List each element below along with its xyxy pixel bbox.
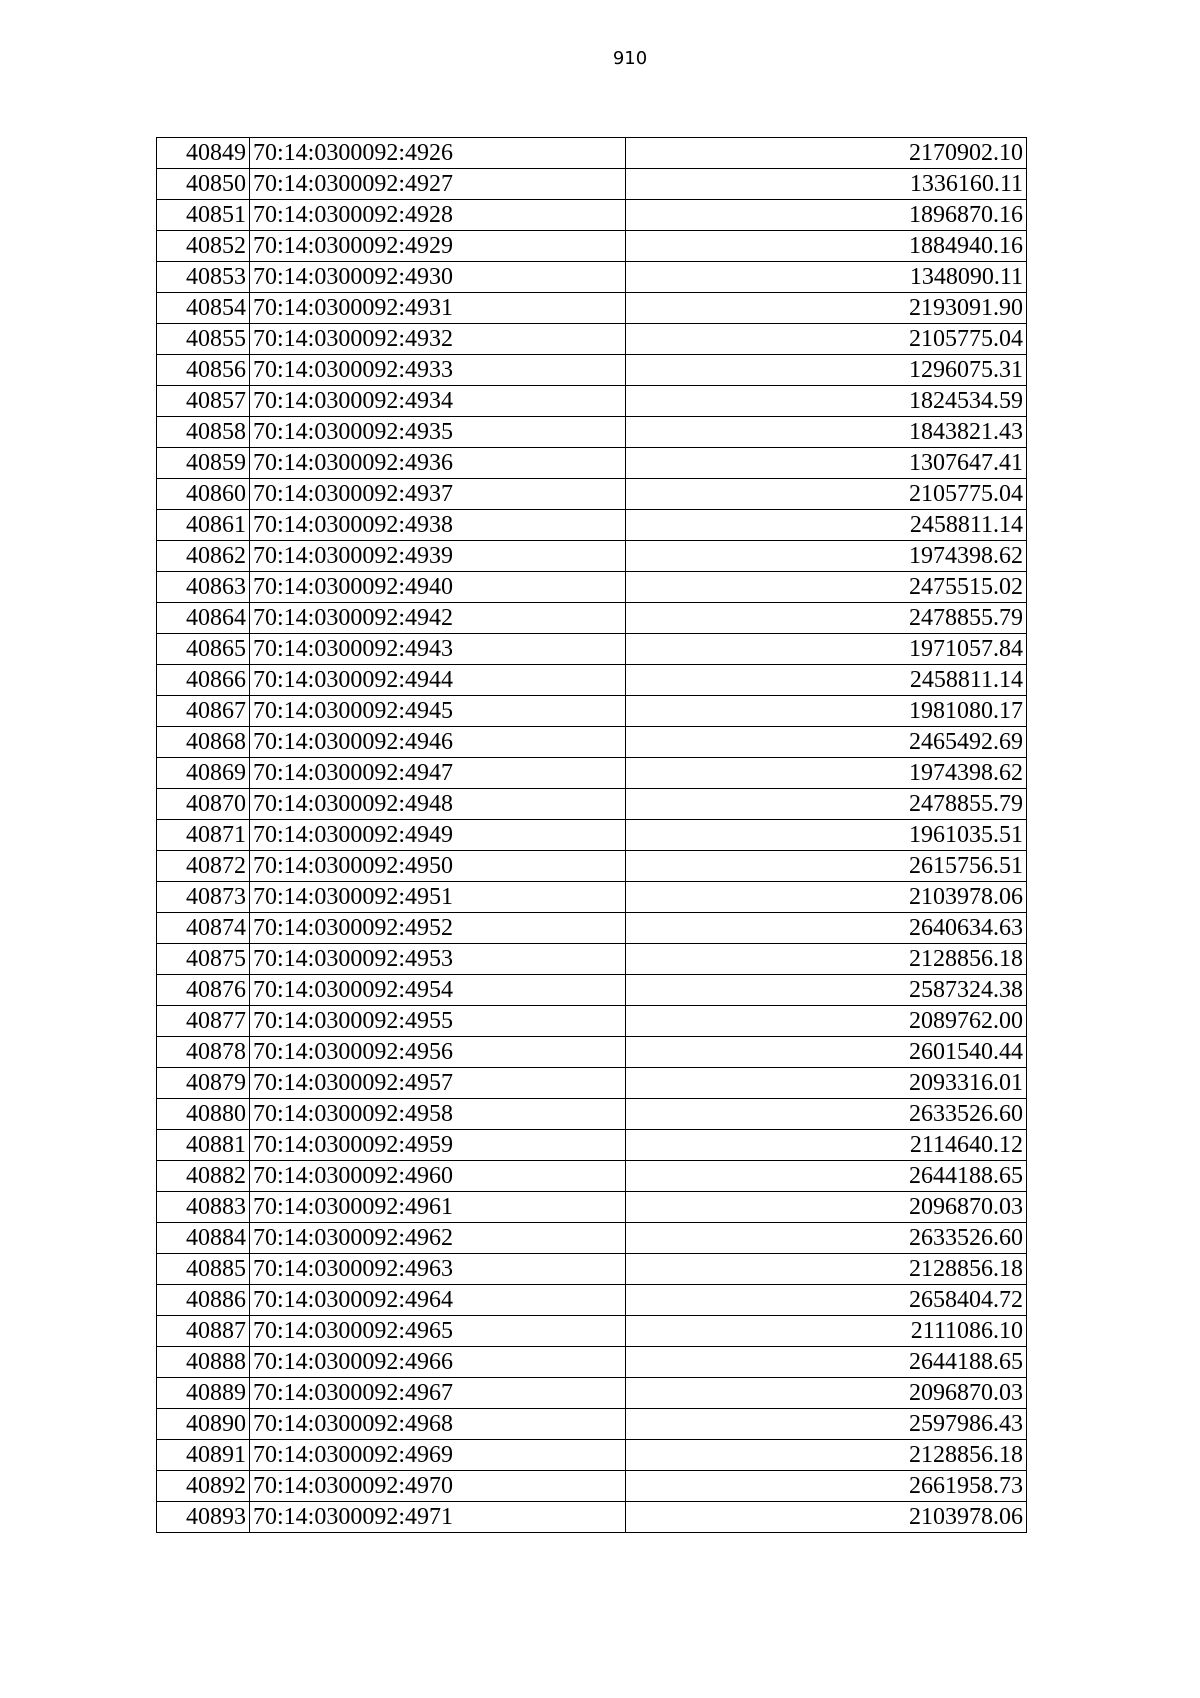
value-cell: 2644188.65 bbox=[626, 1161, 1027, 1192]
cadastral-number-cell: 70:14:0300092:4965 bbox=[250, 1316, 626, 1347]
row-number-cell: 40869 bbox=[157, 758, 250, 789]
value-cell: 1974398.62 bbox=[626, 758, 1027, 789]
table-row bbox=[157, 1192, 1027, 1223]
value-cell: 1843821.43 bbox=[626, 417, 1027, 448]
row-number-cell: 40871 bbox=[157, 820, 250, 851]
cadastral-number-cell: 70:14:0300092:4966 bbox=[250, 1347, 626, 1378]
cadastral-number-cell: 70:14:0300092:4968 bbox=[250, 1409, 626, 1440]
cadastral-number-cell: 70:14:0300092:4928 bbox=[250, 200, 626, 231]
table-row bbox=[157, 1471, 1027, 1502]
value-cell: 2170902.10 bbox=[626, 138, 1027, 169]
table-row bbox=[157, 262, 1027, 293]
cadastral-number-cell: 70:14:0300092:4950 bbox=[250, 851, 626, 882]
cadastral-number-cell: 70:14:0300092:4951 bbox=[250, 882, 626, 913]
table-row bbox=[157, 293, 1027, 324]
value-cell: 2478855.79 bbox=[626, 603, 1027, 634]
cadastral-number-cell: 70:14:0300092:4952 bbox=[250, 913, 626, 944]
cadastral-number-cell: 70:14:0300092:4929 bbox=[250, 231, 626, 262]
value-cell: 1307647.41 bbox=[626, 448, 1027, 479]
table-row bbox=[157, 944, 1027, 975]
value-cell: 2128856.18 bbox=[626, 1254, 1027, 1285]
value-cell: 1884940.16 bbox=[626, 231, 1027, 262]
row-number-cell: 40887 bbox=[157, 1316, 250, 1347]
table-row bbox=[157, 1378, 1027, 1409]
cadastral-number-cell: 70:14:0300092:4940 bbox=[250, 572, 626, 603]
table-row bbox=[157, 851, 1027, 882]
cadastral-number-cell: 70:14:0300092:4962 bbox=[250, 1223, 626, 1254]
table-row bbox=[157, 1254, 1027, 1285]
cadastral-number-cell: 70:14:0300092:4945 bbox=[250, 696, 626, 727]
cadastral-number-cell: 70:14:0300092:4933 bbox=[250, 355, 626, 386]
table-row bbox=[157, 1223, 1027, 1254]
value-cell: 2128856.18 bbox=[626, 1440, 1027, 1471]
value-cell: 2661958.73 bbox=[626, 1471, 1027, 1502]
value-cell: 2640634.63 bbox=[626, 913, 1027, 944]
table-row bbox=[157, 231, 1027, 262]
row-number-cell: 40889 bbox=[157, 1378, 250, 1409]
value-cell: 1961035.51 bbox=[626, 820, 1027, 851]
cadastral-number-cell: 70:14:0300092:4936 bbox=[250, 448, 626, 479]
table-row bbox=[157, 634, 1027, 665]
table-row bbox=[157, 479, 1027, 510]
cadastral-number-cell: 70:14:0300092:4944 bbox=[250, 665, 626, 696]
row-number-cell: 40857 bbox=[157, 386, 250, 417]
table-row bbox=[157, 1316, 1027, 1347]
value-cell: 2096870.03 bbox=[626, 1192, 1027, 1223]
cadastral-number-cell: 70:14:0300092:4957 bbox=[250, 1068, 626, 1099]
table-row bbox=[157, 1409, 1027, 1440]
row-number-cell: 40865 bbox=[157, 634, 250, 665]
row-number-cell: 40859 bbox=[157, 448, 250, 479]
value-cell: 2103978.06 bbox=[626, 1502, 1027, 1533]
table-row bbox=[157, 1130, 1027, 1161]
cadastral-number-cell: 70:14:0300092:4948 bbox=[250, 789, 626, 820]
table-row bbox=[157, 913, 1027, 944]
table-row bbox=[157, 1440, 1027, 1471]
row-number-cell: 40882 bbox=[157, 1161, 250, 1192]
row-number-cell: 40880 bbox=[157, 1099, 250, 1130]
table-row bbox=[157, 169, 1027, 200]
cadastral-number-cell: 70:14:0300092:4930 bbox=[250, 262, 626, 293]
cadastral-number-cell: 70:14:0300092:4949 bbox=[250, 820, 626, 851]
cadastral-number-cell: 70:14:0300092:4934 bbox=[250, 386, 626, 417]
table-row bbox=[157, 1099, 1027, 1130]
row-number-cell: 40892 bbox=[157, 1471, 250, 1502]
row-number-cell: 40854 bbox=[157, 293, 250, 324]
table-row bbox=[157, 665, 1027, 696]
value-cell: 2458811.14 bbox=[626, 510, 1027, 541]
row-number-cell: 40867 bbox=[157, 696, 250, 727]
table-row bbox=[157, 603, 1027, 634]
cadastral-number-cell: 70:14:0300092:4970 bbox=[250, 1471, 626, 1502]
value-cell: 2465492.69 bbox=[626, 727, 1027, 758]
row-number-cell: 40881 bbox=[157, 1130, 250, 1161]
row-number-cell: 40868 bbox=[157, 727, 250, 758]
cadastral-number-cell: 70:14:0300092:4937 bbox=[250, 479, 626, 510]
row-number-cell: 40849 bbox=[157, 138, 250, 169]
table-row bbox=[157, 1285, 1027, 1316]
table-row bbox=[157, 1037, 1027, 1068]
cadastral-number-cell: 70:14:0300092:4927 bbox=[250, 169, 626, 200]
row-number-cell: 40850 bbox=[157, 169, 250, 200]
cadastral-number-cell: 70:14:0300092:4959 bbox=[250, 1130, 626, 1161]
value-cell: 1296075.31 bbox=[626, 355, 1027, 386]
value-cell: 2478855.79 bbox=[626, 789, 1027, 820]
cadastral-number-cell: 70:14:0300092:4961 bbox=[250, 1192, 626, 1223]
table-row bbox=[157, 882, 1027, 913]
row-number-cell: 40853 bbox=[157, 262, 250, 293]
value-cell: 2103978.06 bbox=[626, 882, 1027, 913]
cadastral-value-table bbox=[156, 137, 1027, 1533]
cadastral-number-cell: 70:14:0300092:4931 bbox=[250, 293, 626, 324]
value-cell: 2128856.18 bbox=[626, 944, 1027, 975]
row-number-cell: 40874 bbox=[157, 913, 250, 944]
table-row bbox=[157, 200, 1027, 231]
value-cell: 2658404.72 bbox=[626, 1285, 1027, 1316]
table-row bbox=[157, 572, 1027, 603]
table-row bbox=[157, 820, 1027, 851]
value-cell: 1824534.59 bbox=[626, 386, 1027, 417]
table-row bbox=[157, 789, 1027, 820]
table-body bbox=[157, 138, 1027, 1533]
cadastral-number-cell: 70:14:0300092:4964 bbox=[250, 1285, 626, 1316]
cadastral-number-cell: 70:14:0300092:4956 bbox=[250, 1037, 626, 1068]
value-cell: 2114640.12 bbox=[626, 1130, 1027, 1161]
table-row bbox=[157, 1161, 1027, 1192]
cadastral-number-cell: 70:14:0300092:4932 bbox=[250, 324, 626, 355]
value-cell: 2633526.60 bbox=[626, 1223, 1027, 1254]
row-number-cell: 40884 bbox=[157, 1223, 250, 1254]
value-cell: 1971057.84 bbox=[626, 634, 1027, 665]
value-cell: 2644188.65 bbox=[626, 1347, 1027, 1378]
table-row bbox=[157, 386, 1027, 417]
row-number-cell: 40866 bbox=[157, 665, 250, 696]
value-cell: 2093316.01 bbox=[626, 1068, 1027, 1099]
value-cell: 1974398.62 bbox=[626, 541, 1027, 572]
row-number-cell: 40863 bbox=[157, 572, 250, 603]
cadastral-number-cell: 70:14:0300092:4953 bbox=[250, 944, 626, 975]
row-number-cell: 40872 bbox=[157, 851, 250, 882]
cadastral-number-cell: 70:14:0300092:4939 bbox=[250, 541, 626, 572]
value-cell: 1336160.11 bbox=[626, 169, 1027, 200]
value-cell: 1348090.11 bbox=[626, 262, 1027, 293]
value-cell: 2615756.51 bbox=[626, 851, 1027, 882]
table-row bbox=[157, 138, 1027, 169]
table-row bbox=[157, 1502, 1027, 1533]
row-number-cell: 40870 bbox=[157, 789, 250, 820]
table-row bbox=[157, 1068, 1027, 1099]
row-number-cell: 40885 bbox=[157, 1254, 250, 1285]
row-number-cell: 40888 bbox=[157, 1347, 250, 1378]
table-row bbox=[157, 510, 1027, 541]
cadastral-number-cell: 70:14:0300092:4946 bbox=[250, 727, 626, 758]
value-cell: 2597986.43 bbox=[626, 1409, 1027, 1440]
row-number-cell: 40852 bbox=[157, 231, 250, 262]
value-cell: 2193091.90 bbox=[626, 293, 1027, 324]
value-cell: 2458811.14 bbox=[626, 665, 1027, 696]
value-cell: 2089762.00 bbox=[626, 1006, 1027, 1037]
table-row bbox=[157, 1006, 1027, 1037]
row-number-cell: 40873 bbox=[157, 882, 250, 913]
page-number: 910 bbox=[612, 48, 648, 69]
cadastral-number-cell: 70:14:0300092:4969 bbox=[250, 1440, 626, 1471]
row-number-cell: 40875 bbox=[157, 944, 250, 975]
cadastral-number-cell: 70:14:0300092:4971 bbox=[250, 1502, 626, 1533]
cadastral-number-cell: 70:14:0300092:4954 bbox=[250, 975, 626, 1006]
row-number-cell: 40864 bbox=[157, 603, 250, 634]
cadastral-number-cell: 70:14:0300092:4963 bbox=[250, 1254, 626, 1285]
value-cell: 2601540.44 bbox=[626, 1037, 1027, 1068]
table-row bbox=[157, 758, 1027, 789]
cadastral-number-cell: 70:14:0300092:4947 bbox=[250, 758, 626, 789]
value-cell: 2105775.04 bbox=[626, 479, 1027, 510]
cadastral-number-cell: 70:14:0300092:4955 bbox=[250, 1006, 626, 1037]
cadastral-number-cell: 70:14:0300092:4960 bbox=[250, 1161, 626, 1192]
document-table-container bbox=[156, 137, 1027, 1533]
value-cell: 2105775.04 bbox=[626, 324, 1027, 355]
row-number-cell: 40855 bbox=[157, 324, 250, 355]
cadastral-number-cell: 70:14:0300092:4926 bbox=[250, 138, 626, 169]
row-number-cell: 40893 bbox=[157, 1502, 250, 1533]
cadastral-number-cell: 70:14:0300092:4958 bbox=[250, 1099, 626, 1130]
table-row bbox=[157, 355, 1027, 386]
row-number-cell: 40886 bbox=[157, 1285, 250, 1316]
value-cell: 2096870.03 bbox=[626, 1378, 1027, 1409]
row-number-cell: 40891 bbox=[157, 1440, 250, 1471]
cadastral-number-cell: 70:14:0300092:4967 bbox=[250, 1378, 626, 1409]
value-cell: 1896870.16 bbox=[626, 200, 1027, 231]
row-number-cell: 40858 bbox=[157, 417, 250, 448]
row-number-cell: 40877 bbox=[157, 1006, 250, 1037]
cadastral-number-cell: 70:14:0300092:4935 bbox=[250, 417, 626, 448]
row-number-cell: 40861 bbox=[157, 510, 250, 541]
table-row bbox=[157, 324, 1027, 355]
row-number-cell: 40860 bbox=[157, 479, 250, 510]
row-number-cell: 40851 bbox=[157, 200, 250, 231]
value-cell: 2587324.38 bbox=[626, 975, 1027, 1006]
value-cell: 2633526.60 bbox=[626, 1099, 1027, 1130]
table-row bbox=[157, 541, 1027, 572]
row-number-cell: 40876 bbox=[157, 975, 250, 1006]
cadastral-number-cell: 70:14:0300092:4943 bbox=[250, 634, 626, 665]
table-row bbox=[157, 696, 1027, 727]
value-cell: 2475515.02 bbox=[626, 572, 1027, 603]
table-row bbox=[157, 727, 1027, 758]
row-number-cell: 40883 bbox=[157, 1192, 250, 1223]
cadastral-number-cell: 70:14:0300092:4938 bbox=[250, 510, 626, 541]
table-row bbox=[157, 975, 1027, 1006]
row-number-cell: 40879 bbox=[157, 1068, 250, 1099]
row-number-cell: 40890 bbox=[157, 1409, 250, 1440]
row-number-cell: 40862 bbox=[157, 541, 250, 572]
value-cell: 2111086.10 bbox=[626, 1316, 1027, 1347]
row-number-cell: 40856 bbox=[157, 355, 250, 386]
table-row bbox=[157, 448, 1027, 479]
row-number-cell: 40878 bbox=[157, 1037, 250, 1068]
cadastral-number-cell: 70:14:0300092:4942 bbox=[250, 603, 626, 634]
value-cell: 1981080.17 bbox=[626, 696, 1027, 727]
table-row bbox=[157, 1347, 1027, 1378]
table-row bbox=[157, 417, 1027, 448]
